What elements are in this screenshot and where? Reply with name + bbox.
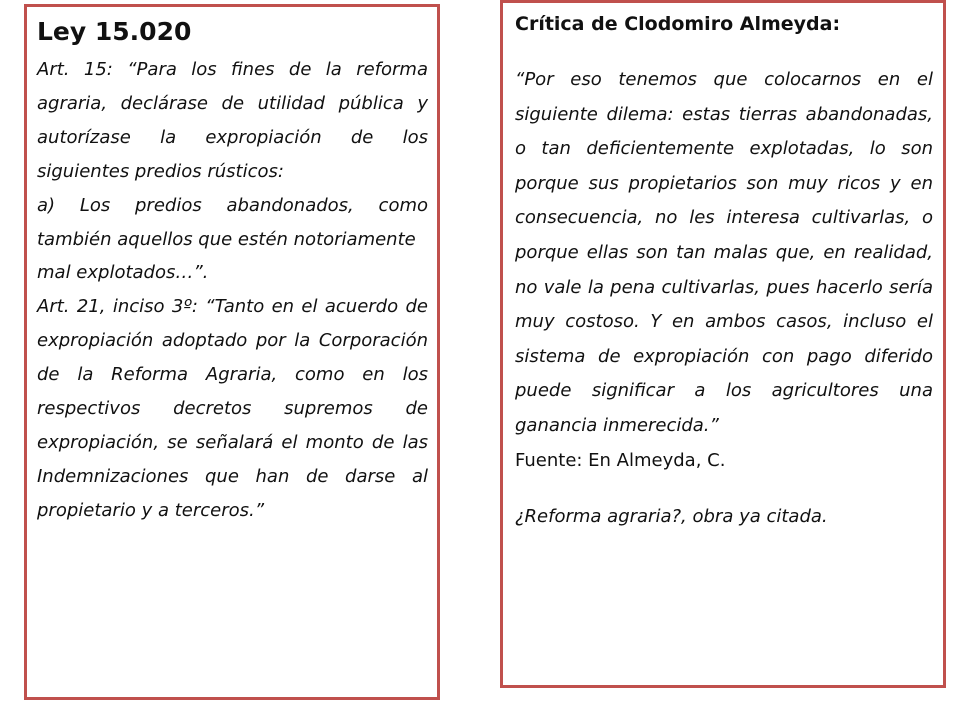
law-title: Ley 15.020 (37, 17, 192, 46)
critique-title: Crítica de Clodomiro Almeyda: (515, 13, 841, 35)
article-15-text: Art. 15: “Para los fines de la reforma agraria, declárase de utilidad pública y autorízase la expropiación de los siguientes predios rústicos: (37, 59, 428, 182)
right-text-panel (500, 0, 946, 688)
source-line: Fuente: En Almeyda, C. (515, 449, 726, 471)
left-text-panel (24, 4, 440, 700)
almeyda-quote: “Por eso tenemos que colocarnos en el siguiente dilema: estas tierras abandonadas, o tan deficientemente explotadas, lo son porque sus propietarios son muy ricos y en consecuencia, no les interesa cultivarlas, o porque ellas son tan malas que, en realidad, no vale la pena cultivarlas, pues hacerlo sería muy costoso. Y en ambos casos, incluso el sistema de expropiación con pago diferido puede significar a los agricultores una ganancia inmerecida.” (515, 69, 933, 436)
item-a-end-text: mal explotados…”. (37, 262, 209, 284)
article-21-text: Art. 21, inciso 3º: “Tanto en el acuerdo de expropiación adoptado por la Corporación de la Reforma Agraria, como en los respectivos decretos supremos de expropiación, se señalará el monto de las Indemnizaciones que han de darse al propietario y a terceros.” (37, 296, 428, 521)
reference-line: ¿Reforma agraria?, obra ya citada. (515, 505, 828, 527)
item-a-text: a) Los predios abandonados, como también aquellos que estén notoriamente (37, 194, 428, 250)
